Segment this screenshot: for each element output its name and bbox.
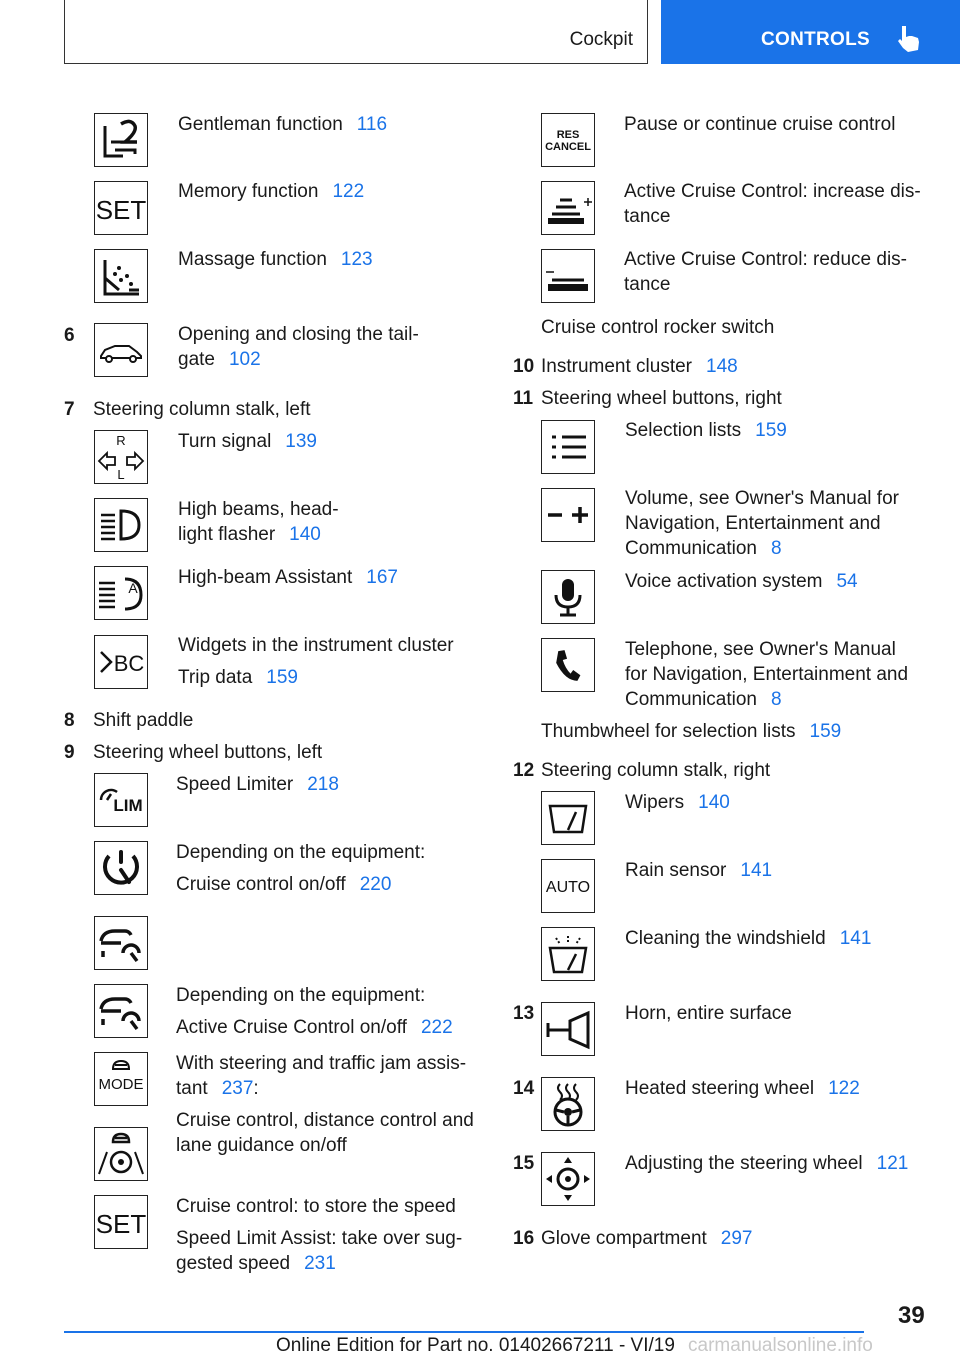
rocker-switch-label: Cruise control rocker switch	[541, 317, 775, 338]
item-number: 7	[64, 399, 75, 420]
res-cancel-icon	[541, 113, 595, 167]
section-heading: Steering wheel buttons, right	[541, 388, 782, 409]
svg-text:BC: BC	[113, 651, 145, 676]
page-ref[interactable]: 159	[266, 667, 298, 688]
auto-icon	[541, 859, 595, 913]
chapter-title: CONTROLS	[761, 29, 871, 50]
horn-label: Horn, entire surface	[625, 1003, 792, 1024]
selection-lists-label: Selection lists 159	[625, 420, 787, 441]
increase-distance-label: Active Cruise Control: increase dis- tance	[624, 181, 921, 227]
tailgate-label: Opening and closing the tail- gate 102	[178, 324, 419, 370]
widgets-label: Widgets in the instrument cluster Trip data 159	[178, 635, 454, 688]
seat-memory-2-icon	[94, 113, 148, 167]
cruise-distance-lane-label: Cruise control, distance control and lane guidance on/off	[176, 1110, 474, 1156]
page-ref[interactable]: 122	[332, 181, 365, 202]
item-number: 14	[513, 1078, 535, 1099]
adjust-wheel-icon	[541, 1152, 595, 1206]
rain-sensor-label: Rain sensor 141	[625, 860, 773, 881]
page-ref[interactable]: 54	[836, 571, 858, 592]
pause-cruise-label: Pause or continue cruise control	[624, 114, 896, 135]
page-ref[interactable]: 297	[720, 1228, 753, 1249]
page-ref[interactable]: 231	[304, 1253, 336, 1274]
washer-icon	[541, 927, 595, 981]
set-icon	[94, 181, 148, 235]
header-section-box	[64, 0, 648, 64]
memory-function-label: Memory function 122	[178, 181, 365, 202]
item-number: 13	[513, 1003, 535, 1024]
page-ref[interactable]: 121	[876, 1153, 909, 1174]
lane-guidance-icon	[94, 1127, 148, 1181]
page-ref[interactable]: 116	[356, 114, 388, 135]
high-beam-label: High beams, head- light flasher 140	[178, 499, 339, 545]
svg-text:R: R	[116, 433, 126, 448]
edition-text: Online Edition for Part no. 01402667211 - VI/19	[276, 1335, 675, 1356]
watermark: carmanualsonline.info	[688, 1335, 873, 1356]
header-chapter-tab[interactable]	[661, 0, 960, 64]
adjust-wheel-label: Adjusting the steering wheel 121	[625, 1153, 909, 1174]
section-heading: Steering wheel buttons, left	[93, 742, 323, 763]
massage-seat-icon	[94, 249, 148, 303]
gentleman-function-label: Gentleman function 116	[178, 114, 388, 135]
svg-text:MODE: MODE	[98, 1076, 144, 1093]
set-icon-text: SET	[95, 195, 147, 225]
page-ref[interactable]: 122	[828, 1078, 860, 1099]
page-ref[interactable]: 123	[340, 249, 373, 270]
item-number: 8	[64, 710, 75, 731]
distance-decrease-icon	[541, 249, 595, 303]
svg-text:CANCEL: CANCEL	[545, 141, 591, 153]
distance-increase-icon	[541, 181, 595, 235]
item-number: 15	[513, 1153, 535, 1174]
section-heading: Steering column stalk, left	[93, 399, 311, 420]
section-heading: Steering column stalk, right	[541, 760, 771, 781]
massage-function-label: Massage function 123	[178, 249, 373, 270]
item-number: 9	[64, 742, 75, 763]
phone-icon	[541, 638, 595, 692]
pointing-hand-icon	[896, 24, 922, 54]
store-speed-label: Cruise control: to store the speed Speed Limit Assist: take over sug- gested speed 231	[176, 1196, 463, 1274]
item-number: 12	[513, 760, 535, 781]
page-ref[interactable]: 237	[221, 1078, 254, 1099]
reduce-distance-label: Active Cruise Control: reduce dis- tance	[624, 249, 907, 295]
turn-signal-label: Turn signal 139	[178, 431, 317, 452]
svg-text:LIM: LIM	[113, 796, 143, 815]
telephone-label: Telephone, see Owner's Manual for Navigation, Entertainment and Communication 8	[625, 639, 909, 710]
svg-text:A: A	[128, 580, 138, 596]
active-cruise-icon	[94, 916, 148, 970]
page-ref[interactable]: 220	[359, 874, 392, 895]
tailgate-icon	[94, 323, 148, 377]
high-beam-icon	[94, 498, 148, 552]
bc-icon	[94, 635, 148, 689]
svg-text:SET: SET	[95, 1209, 147, 1239]
traffic-jam-assistant-label: With steering and traffic jam assis- tant 237:	[176, 1053, 467, 1099]
thumbwheel-label: Thumbwheel for selection lists 159	[541, 721, 842, 742]
svg-text:L: L	[117, 467, 125, 482]
footer-divider	[64, 1331, 864, 1333]
cruise-control-label: Depending on the equipment: Cruise control on/off 220	[176, 842, 426, 895]
page-ref[interactable]: 148	[706, 356, 738, 377]
turn-signal-icon	[94, 430, 148, 484]
list-icon	[541, 420, 595, 474]
active-cruise-icon	[94, 984, 148, 1038]
page-ref[interactable]: 102	[228, 349, 261, 370]
speed-limiter-label: Speed Limiter 218	[176, 774, 339, 795]
item-number: 10	[513, 356, 535, 377]
item-number: 16	[513, 1228, 535, 1249]
speed-limiter-icon	[94, 773, 148, 827]
page-ref[interactable]: 139	[285, 431, 317, 452]
heated-wheel-icon	[541, 1077, 595, 1131]
section-title: Cockpit	[569, 29, 633, 50]
voice-activation-label: Voice activation system 54	[625, 571, 858, 592]
horn-icon	[541, 1002, 595, 1056]
page-ref[interactable]: 159	[809, 721, 842, 742]
page-ref[interactable]: 8	[771, 538, 782, 559]
page-number: 39	[898, 1302, 925, 1329]
set-icon	[94, 1195, 148, 1249]
page-ref[interactable]: 222	[420, 1017, 453, 1038]
wipers-label: Wipers 140	[625, 792, 730, 813]
microphone-icon	[541, 570, 595, 624]
page-ref[interactable]: 141	[839, 928, 872, 949]
svg-text:AUTO: AUTO	[545, 879, 591, 896]
page-ref[interactable]: 140	[289, 524, 321, 545]
page-ref[interactable]: 218	[307, 774, 339, 795]
cleaning-windshield-label: Cleaning the windshield 141	[625, 928, 872, 949]
cruise-control-icon	[94, 841, 148, 895]
item-number: 11	[513, 388, 534, 409]
wiper-icon	[541, 791, 595, 845]
section-heading: Glove compartment 297	[541, 1228, 753, 1249]
page-ref[interactable]: 167	[366, 567, 398, 588]
mode-icon	[94, 1052, 148, 1106]
volume-icon	[541, 488, 595, 542]
section-heading: Shift paddle	[93, 710, 194, 731]
svg-text:RES: RES	[556, 129, 580, 141]
page-ref[interactable]: 159	[755, 420, 787, 441]
item-number: 6	[64, 325, 75, 346]
page-ref[interactable]: 140	[698, 792, 730, 813]
high-beam-assistant-icon	[94, 566, 148, 620]
volume-label: Volume, see Owner's Manual for Navigation, Entertainment and Communication 8	[625, 488, 899, 559]
page-ref[interactable]: 8	[771, 689, 782, 710]
high-beam-assistant-label: High-beam Assistant 167	[178, 567, 398, 588]
heated-wheel-label: Heated steering wheel 122	[625, 1078, 860, 1099]
section-heading: Instrument cluster 148	[541, 356, 738, 377]
active-cruise-control-label: Depending on the equipment: Active Cruise Control on/off 222	[176, 985, 453, 1038]
page-ref[interactable]: 141	[740, 860, 773, 881]
